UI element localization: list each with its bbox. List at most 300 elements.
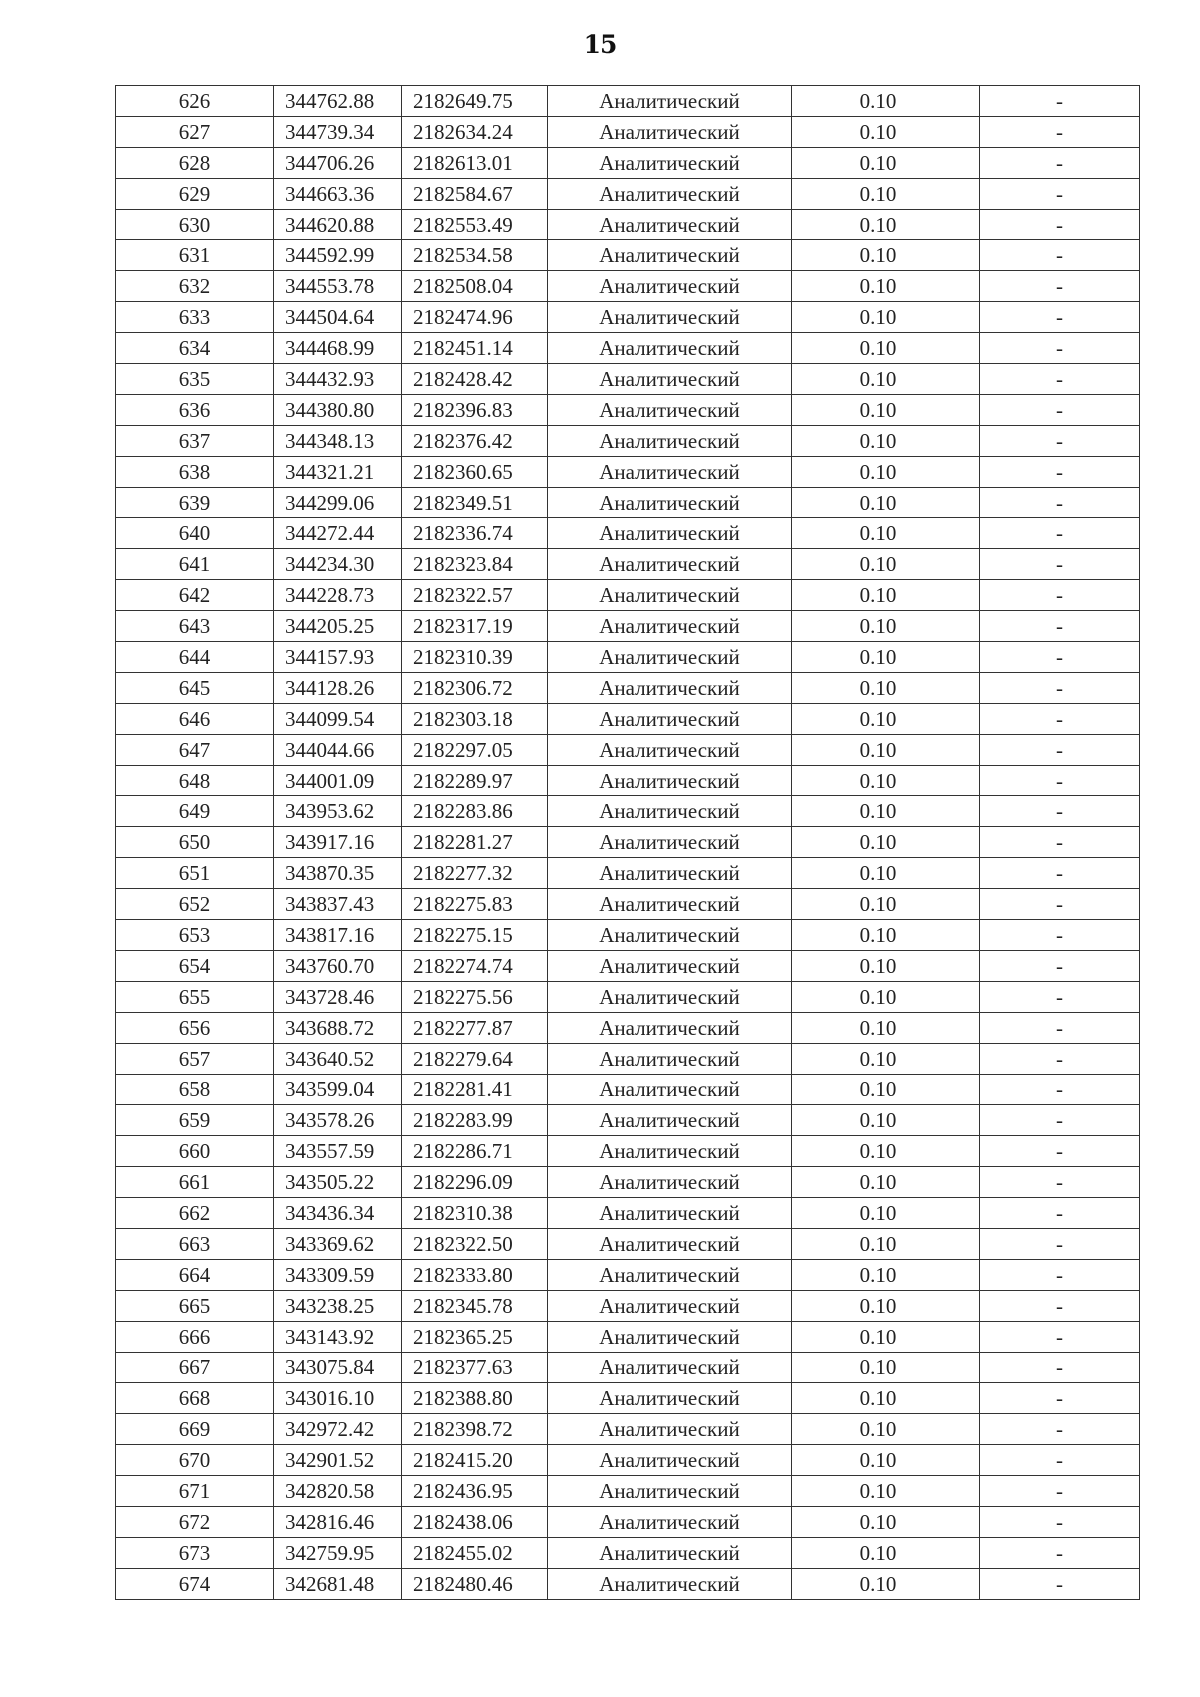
accuracy-cell: 0.10 [792,1414,980,1445]
table-row [116,611,1140,642]
table-row [116,394,1140,425]
table-row [116,1414,1140,1445]
x-coordinate-cell: 344663.36 [274,178,402,209]
accuracy-cell: 0.10 [792,858,980,889]
x-coordinate-cell: 342759.95 [274,1537,402,1568]
y-coordinate-cell: 2182451.14 [402,333,548,364]
y-coordinate-cell: 2182281.41 [402,1074,548,1105]
note-cell: - [980,487,1140,518]
accuracy-cell: 0.10 [792,950,980,981]
point-number-cell: 646 [116,703,274,734]
y-coordinate-cell: 2182306.72 [402,672,548,703]
accuracy-cell: 0.10 [792,240,980,271]
x-coordinate-cell: 343436.34 [274,1198,402,1229]
point-number-cell: 628 [116,147,274,178]
note-cell: - [980,178,1140,209]
point-number-cell: 648 [116,765,274,796]
y-coordinate-cell: 2182310.39 [402,642,548,673]
method-cell: Аналитический [548,1506,792,1537]
point-number-cell: 640 [116,518,274,549]
table-row [116,1568,1140,1599]
table-row [116,116,1140,147]
y-coordinate-cell: 2182474.96 [402,302,548,333]
table-row [116,1198,1140,1229]
method-cell: Аналитический [548,1136,792,1167]
table-row [116,796,1140,827]
point-number-cell: 656 [116,1012,274,1043]
y-coordinate-cell: 2182396.83 [402,394,548,425]
accuracy-cell: 0.10 [792,1012,980,1043]
table-row [116,1506,1140,1537]
point-number-cell: 673 [116,1537,274,1568]
y-coordinate-cell: 2182415.20 [402,1445,548,1476]
y-coordinate-cell: 2182534.58 [402,240,548,271]
table-row [116,240,1140,271]
x-coordinate-cell: 342901.52 [274,1445,402,1476]
method-cell: Аналитический [548,364,792,395]
note-cell: - [980,1074,1140,1105]
point-number-cell: 658 [116,1074,274,1105]
x-coordinate-cell: 344380.80 [274,394,402,425]
method-cell: Аналитический [548,1228,792,1259]
note-cell: - [980,1476,1140,1507]
note-cell: - [980,1506,1140,1537]
note-cell: - [980,1105,1140,1136]
x-coordinate-cell: 344706.26 [274,147,402,178]
accuracy-cell: 0.10 [792,642,980,673]
table-row [116,1043,1140,1074]
point-number-cell: 627 [116,116,274,147]
point-number-cell: 674 [116,1568,274,1599]
note-cell: - [980,796,1140,827]
accuracy-cell: 0.10 [792,1074,980,1105]
method-cell: Аналитический [548,302,792,333]
accuracy-cell: 0.10 [792,86,980,117]
x-coordinate-cell: 343917.16 [274,827,402,858]
table-row [116,858,1140,889]
x-coordinate-cell: 343817.16 [274,920,402,951]
x-coordinate-cell: 343870.35 [274,858,402,889]
table-row [116,209,1140,240]
point-number-cell: 649 [116,796,274,827]
accuracy-cell: 0.10 [792,734,980,765]
accuracy-cell: 0.10 [792,580,980,611]
method-cell: Аналитический [548,1290,792,1321]
method-cell: Аналитический [548,549,792,580]
x-coordinate-cell: 344620.88 [274,209,402,240]
note-cell: - [980,549,1140,580]
note-cell: - [980,642,1140,673]
note-cell: - [980,1198,1140,1229]
point-number-cell: 652 [116,889,274,920]
accuracy-cell: 0.10 [792,1568,980,1599]
method-cell: Аналитический [548,271,792,302]
point-number-cell: 670 [116,1445,274,1476]
table-row [116,178,1140,209]
point-number-cell: 660 [116,1136,274,1167]
method-cell: Аналитический [548,734,792,765]
x-coordinate-cell: 343760.70 [274,950,402,981]
y-coordinate-cell: 2182277.87 [402,1012,548,1043]
x-coordinate-cell: 343640.52 [274,1043,402,1074]
x-coordinate-cell: 342681.48 [274,1568,402,1599]
table-row [116,734,1140,765]
note-cell: - [980,1352,1140,1383]
accuracy-cell: 0.10 [792,796,980,827]
accuracy-cell: 0.10 [792,518,980,549]
x-coordinate-cell: 344504.64 [274,302,402,333]
point-number-cell: 667 [116,1352,274,1383]
method-cell: Аналитический [548,672,792,703]
table-row [116,981,1140,1012]
note-cell: - [980,672,1140,703]
point-number-cell: 629 [116,178,274,209]
x-coordinate-cell: 344592.99 [274,240,402,271]
method-cell: Аналитический [548,858,792,889]
y-coordinate-cell: 2182296.09 [402,1167,548,1198]
accuracy-cell: 0.10 [792,1136,980,1167]
note-cell: - [980,1290,1140,1321]
accuracy-cell: 0.10 [792,456,980,487]
table-row [116,487,1140,518]
x-coordinate-cell: 342816.46 [274,1506,402,1537]
y-coordinate-cell: 2182274.74 [402,950,548,981]
table-row [116,1476,1140,1507]
x-coordinate-cell: 344001.09 [274,765,402,796]
y-coordinate-cell: 2182480.46 [402,1568,548,1599]
method-cell: Аналитический [548,1476,792,1507]
table-row [116,1136,1140,1167]
note-cell: - [980,950,1140,981]
point-number-cell: 650 [116,827,274,858]
accuracy-cell: 0.10 [792,333,980,364]
method-cell: Аналитический [548,981,792,1012]
table-row [116,1259,1140,1290]
x-coordinate-cell: 343599.04 [274,1074,402,1105]
accuracy-cell: 0.10 [792,920,980,951]
y-coordinate-cell: 2182336.74 [402,518,548,549]
accuracy-cell: 0.10 [792,1321,980,1352]
point-number-cell: 636 [116,394,274,425]
note-cell: - [980,1012,1140,1043]
y-coordinate-cell: 2182436.95 [402,1476,548,1507]
x-coordinate-cell: 343238.25 [274,1290,402,1321]
method-cell: Аналитический [548,1568,792,1599]
accuracy-cell: 0.10 [792,209,980,240]
y-coordinate-cell: 2182279.64 [402,1043,548,1074]
y-coordinate-cell: 2182303.18 [402,703,548,734]
method-cell: Аналитический [548,1012,792,1043]
table-row [116,642,1140,673]
point-number-cell: 645 [116,672,274,703]
x-coordinate-cell: 344044.66 [274,734,402,765]
y-coordinate-cell: 2182349.51 [402,487,548,518]
method-cell: Аналитический [548,425,792,456]
y-coordinate-cell: 2182323.84 [402,549,548,580]
table-row [116,1290,1140,1321]
y-coordinate-cell: 2182388.80 [402,1383,548,1414]
method-cell: Аналитический [548,642,792,673]
method-cell: Аналитический [548,703,792,734]
table-row [116,765,1140,796]
y-coordinate-cell: 2182275.56 [402,981,548,1012]
note-cell: - [980,209,1140,240]
accuracy-cell: 0.10 [792,1290,980,1321]
note-cell: - [980,1383,1140,1414]
point-number-cell: 633 [116,302,274,333]
accuracy-cell: 0.10 [792,425,980,456]
accuracy-cell: 0.10 [792,611,980,642]
point-number-cell: 630 [116,209,274,240]
x-coordinate-cell: 344739.34 [274,116,402,147]
point-number-cell: 655 [116,981,274,1012]
method-cell: Аналитический [548,1167,792,1198]
method-cell: Аналитический [548,240,792,271]
y-coordinate-cell: 2182345.78 [402,1290,548,1321]
y-coordinate-cell: 2182333.80 [402,1259,548,1290]
method-cell: Аналитический [548,1537,792,1568]
method-cell: Аналитический [548,580,792,611]
point-number-cell: 644 [116,642,274,673]
point-number-cell: 638 [116,456,274,487]
method-cell: Аналитический [548,1352,792,1383]
note-cell: - [980,1537,1140,1568]
note-cell: - [980,271,1140,302]
note-cell: - [980,1228,1140,1259]
table-row [116,86,1140,117]
table-row [116,1012,1140,1043]
note-cell: - [980,827,1140,858]
accuracy-cell: 0.10 [792,981,980,1012]
table-row [116,1105,1140,1136]
x-coordinate-cell: 343369.62 [274,1228,402,1259]
method-cell: Аналитический [548,86,792,117]
point-number-cell: 657 [116,1043,274,1074]
x-coordinate-cell: 343143.92 [274,1321,402,1352]
method-cell: Аналитический [548,1321,792,1352]
y-coordinate-cell: 2182584.67 [402,178,548,209]
note-cell: - [980,86,1140,117]
x-coordinate-cell: 344432.93 [274,364,402,395]
x-coordinate-cell: 344157.93 [274,642,402,673]
x-coordinate-cell: 343953.62 [274,796,402,827]
accuracy-cell: 0.10 [792,1105,980,1136]
accuracy-cell: 0.10 [792,1383,980,1414]
table-row [116,1383,1140,1414]
note-cell: - [980,734,1140,765]
point-number-cell: 653 [116,920,274,951]
point-number-cell: 672 [116,1506,274,1537]
x-coordinate-cell: 344234.30 [274,549,402,580]
accuracy-cell: 0.10 [792,1259,980,1290]
table-body [116,86,1140,1600]
note-cell: - [980,765,1140,796]
x-coordinate-cell: 343075.84 [274,1352,402,1383]
method-cell: Аналитический [548,333,792,364]
x-coordinate-cell: 344272.44 [274,518,402,549]
note-cell: - [980,1043,1140,1074]
method-cell: Аналитический [548,394,792,425]
point-number-cell: 671 [116,1476,274,1507]
method-cell: Аналитический [548,1043,792,1074]
table-row [116,1074,1140,1105]
method-cell: Аналитический [548,1259,792,1290]
y-coordinate-cell: 2182376.42 [402,425,548,456]
note-cell: - [980,116,1140,147]
x-coordinate-cell: 344553.78 [274,271,402,302]
note-cell: - [980,1321,1140,1352]
point-number-cell: 664 [116,1259,274,1290]
note-cell: - [980,611,1140,642]
note-cell: - [980,147,1140,178]
method-cell: Аналитический [548,147,792,178]
y-coordinate-cell: 2182310.38 [402,1198,548,1229]
accuracy-cell: 0.10 [792,178,980,209]
point-number-cell: 647 [116,734,274,765]
method-cell: Аналитический [548,950,792,981]
point-number-cell: 666 [116,1321,274,1352]
table-row [116,827,1140,858]
note-cell: - [980,580,1140,611]
point-number-cell: 641 [116,549,274,580]
y-coordinate-cell: 2182286.71 [402,1136,548,1167]
x-coordinate-cell: 343505.22 [274,1167,402,1198]
point-number-cell: 651 [116,858,274,889]
accuracy-cell: 0.10 [792,672,980,703]
note-cell: - [980,240,1140,271]
accuracy-cell: 0.10 [792,1506,980,1537]
accuracy-cell: 0.10 [792,1445,980,1476]
note-cell: - [980,981,1140,1012]
note-cell: - [980,858,1140,889]
note-cell: - [980,889,1140,920]
x-coordinate-cell: 344762.88 [274,86,402,117]
coordinates-table [115,85,1140,1600]
method-cell: Аналитический [548,920,792,951]
accuracy-cell: 0.10 [792,1043,980,1074]
table-row [116,1352,1140,1383]
method-cell: Аналитический [548,178,792,209]
accuracy-cell: 0.10 [792,703,980,734]
method-cell: Аналитический [548,827,792,858]
accuracy-cell: 0.10 [792,549,980,580]
accuracy-cell: 0.10 [792,487,980,518]
point-number-cell: 654 [116,950,274,981]
method-cell: Аналитический [548,1414,792,1445]
point-number-cell: 626 [116,86,274,117]
y-coordinate-cell: 2182322.50 [402,1228,548,1259]
point-number-cell: 639 [116,487,274,518]
note-cell: - [980,1167,1140,1198]
table-row [116,1445,1140,1476]
table-row [116,549,1140,580]
y-coordinate-cell: 2182360.65 [402,456,548,487]
accuracy-cell: 0.10 [792,1352,980,1383]
accuracy-cell: 0.10 [792,147,980,178]
point-number-cell: 668 [116,1383,274,1414]
x-coordinate-cell: 343728.46 [274,981,402,1012]
method-cell: Аналитический [548,487,792,518]
point-number-cell: 632 [116,271,274,302]
accuracy-cell: 0.10 [792,364,980,395]
method-cell: Аналитический [548,518,792,549]
page-number: 15 [583,30,617,59]
note-cell: - [980,1445,1140,1476]
table-row [116,271,1140,302]
method-cell: Аналитический [548,1074,792,1105]
method-cell: Аналитический [548,889,792,920]
y-coordinate-cell: 2182508.04 [402,271,548,302]
accuracy-cell: 0.10 [792,1228,980,1259]
x-coordinate-cell: 344321.21 [274,456,402,487]
x-coordinate-cell: 343578.26 [274,1105,402,1136]
note-cell: - [980,364,1140,395]
accuracy-cell: 0.10 [792,394,980,425]
table-row [116,364,1140,395]
table-row [116,147,1140,178]
table-row [116,1167,1140,1198]
method-cell: Аналитический [548,611,792,642]
point-number-cell: 659 [116,1105,274,1136]
y-coordinate-cell: 2182289.97 [402,765,548,796]
y-coordinate-cell: 2182275.15 [402,920,548,951]
point-number-cell: 665 [116,1290,274,1321]
table-row [116,672,1140,703]
method-cell: Аналитический [548,1198,792,1229]
point-number-cell: 663 [116,1228,274,1259]
x-coordinate-cell: 343309.59 [274,1259,402,1290]
method-cell: Аналитический [548,1105,792,1136]
y-coordinate-cell: 2182438.06 [402,1506,548,1537]
method-cell: Аналитический [548,1383,792,1414]
point-number-cell: 642 [116,580,274,611]
note-cell: - [980,302,1140,333]
point-number-cell: 634 [116,333,274,364]
accuracy-cell: 0.10 [792,271,980,302]
x-coordinate-cell: 343688.72 [274,1012,402,1043]
table-row [116,425,1140,456]
table-row [116,580,1140,611]
y-coordinate-cell: 2182634.24 [402,116,548,147]
table-row [116,703,1140,734]
x-coordinate-cell: 342972.42 [274,1414,402,1445]
y-coordinate-cell: 2182428.42 [402,364,548,395]
table-row [116,1537,1140,1568]
point-number-cell: 643 [116,611,274,642]
note-cell: - [980,333,1140,364]
table-row [116,920,1140,951]
accuracy-cell: 0.10 [792,1537,980,1568]
y-coordinate-cell: 2182365.25 [402,1321,548,1352]
table-row [116,889,1140,920]
note-cell: - [980,425,1140,456]
y-coordinate-cell: 2182455.02 [402,1537,548,1568]
x-coordinate-cell: 344099.54 [274,703,402,734]
point-number-cell: 661 [116,1167,274,1198]
note-cell: - [980,1568,1140,1599]
y-coordinate-cell: 2182297.05 [402,734,548,765]
x-coordinate-cell: 343837.43 [274,889,402,920]
method-cell: Аналитический [548,1445,792,1476]
y-coordinate-cell: 2182283.86 [402,796,548,827]
note-cell: - [980,1414,1140,1445]
y-coordinate-cell: 2182398.72 [402,1414,548,1445]
y-coordinate-cell: 2182283.99 [402,1105,548,1136]
y-coordinate-cell: 2182277.32 [402,858,548,889]
accuracy-cell: 0.10 [792,116,980,147]
method-cell: Аналитический [548,209,792,240]
y-coordinate-cell: 2182649.75 [402,86,548,117]
